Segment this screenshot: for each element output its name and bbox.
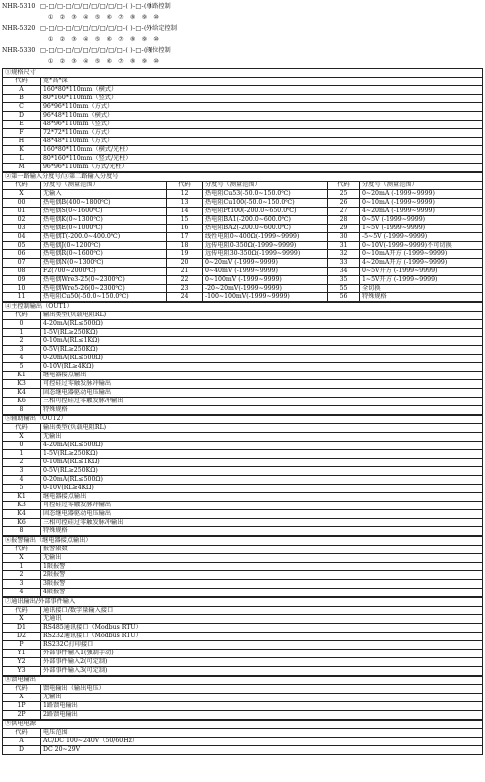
code-cell: D2 xyxy=(3,632,41,641)
code-cell: P xyxy=(3,641,41,650)
value-cell: 2路馈电输出 xyxy=(41,710,483,719)
table-row xyxy=(3,737,483,746)
table-row xyxy=(3,137,483,146)
table-row xyxy=(3,233,483,242)
code-cell: 25 xyxy=(328,190,360,199)
code-cell: 1 xyxy=(3,450,41,459)
value-cell: 热电偶Wre5-26(0~2300℃) xyxy=(41,284,167,293)
value-cell: 外部事件输入1(强制手动) xyxy=(41,649,483,658)
section-title: ⑦通讯输出/外部事件输入 xyxy=(3,598,483,607)
table-row xyxy=(3,207,483,216)
code-cell: 4 xyxy=(3,588,41,597)
column-header: 宽*高*深 xyxy=(41,77,483,86)
table-row xyxy=(3,406,483,415)
code-cell: 1P xyxy=(3,702,41,711)
section-title: ⑤辅助输出（OUT2） xyxy=(3,415,483,424)
value-cell: 热电偶Wre3-25(0~2300℃) xyxy=(41,276,167,285)
value-cell: 48*48*110mm（方式） xyxy=(41,137,483,146)
value-cell: 热电阻Cu50(-50.0~150.0℃) xyxy=(41,293,167,302)
value-cell: 0~5V (-1999~9999) xyxy=(360,216,483,225)
value-cell: 0~20mV (-1999~9999) xyxy=(203,259,328,268)
value-cell: 热电阻Pt100(-200.0~650.0℃) xyxy=(203,207,328,216)
code-cell: C xyxy=(3,103,41,112)
code-cell: B xyxy=(3,94,41,103)
code-cell: 3 xyxy=(3,346,41,355)
value-cell: 4~20mA开方 (-1999~9999) xyxy=(360,259,483,268)
column-header: 分度号（测量范围） xyxy=(360,181,483,190)
code-cell: H xyxy=(3,137,41,146)
model-format: □-□/□-□/□/□/□/□/□/□-( )-□-( ) xyxy=(40,47,152,55)
value-cell: 远传电阻30-350Ω(-1999~9999) xyxy=(203,250,328,259)
code-cell: 15 xyxy=(167,216,203,225)
section-aux-output xyxy=(2,415,483,536)
code-cell: 28 xyxy=(328,216,360,225)
table-row xyxy=(3,554,483,563)
code-cell: K4 xyxy=(3,388,41,397)
table-row xyxy=(3,580,483,589)
value-cell: DC 20~29V xyxy=(41,746,483,755)
section-title: ①规格尺寸 xyxy=(3,69,483,78)
code-cell: 27 xyxy=(328,207,360,216)
code-cell: 2 xyxy=(3,458,41,467)
column-header: 报警限数 xyxy=(41,545,483,554)
position-numbers: ① ② ③ ④ ⑤ ⑥ ⑦ ⑧ ⑨ ⑩ xyxy=(48,36,162,44)
column-header: 代码 xyxy=(3,685,41,694)
column-header: 代码 xyxy=(3,606,41,615)
value-cell: 全切换 xyxy=(360,284,483,293)
value-cell: 热电偶N(0~1300℃) xyxy=(41,259,167,268)
value-cell: 4-20mA(RL≤500Ω) xyxy=(41,441,483,450)
table-row xyxy=(3,86,483,95)
code-cell: 26 xyxy=(328,198,360,207)
code-cell: 02 xyxy=(3,216,41,225)
value-cell: 固态继电器驱动电压输出 xyxy=(41,510,483,519)
code-cell: 2 xyxy=(3,571,41,580)
value-cell: 3限报警 xyxy=(41,580,483,589)
code-cell: 2 xyxy=(3,337,41,346)
model-name: NHR-5330 xyxy=(2,47,36,55)
value-cell: 热电阻Cu53(-50.0~150.0℃) xyxy=(203,190,328,199)
model-name: NHR-5320 xyxy=(2,25,36,33)
table-row xyxy=(3,527,483,536)
table-row xyxy=(3,450,483,459)
value-cell: 96*96*110mm（方式/光柱） xyxy=(41,163,483,172)
code-cell: K4 xyxy=(3,510,41,519)
code-cell: 2P xyxy=(3,710,41,719)
value-cell: 0-10mA(RL≤1KΩ) xyxy=(41,458,483,467)
value-cell: 热电偶S(0~1600℃) xyxy=(41,207,167,216)
model-name: NHR-5310 xyxy=(2,3,36,11)
table-row xyxy=(3,467,483,476)
value-cell: 4限报警 xyxy=(41,588,483,597)
section-alarm-output xyxy=(2,536,483,597)
code-cell: 23 xyxy=(167,284,203,293)
table-row xyxy=(3,458,483,467)
code-cell: K6 xyxy=(3,397,41,406)
code-cell: 35 xyxy=(328,276,360,285)
table-row xyxy=(3,484,483,493)
model-code-line xyxy=(2,2,483,13)
table-row xyxy=(3,493,483,502)
code-cell: D1 xyxy=(3,624,41,633)
table-row xyxy=(3,746,483,755)
column-header: 馈电输出（输出电压） xyxy=(41,685,483,694)
value-cell: 三相可控硅过零触发脉冲输出 xyxy=(41,397,483,406)
value-cell: 无通讯 xyxy=(41,615,483,624)
column-header: 输出类型(负载电阻RL) xyxy=(41,311,483,320)
code-cell: 0 xyxy=(3,320,41,329)
code-cell: A xyxy=(3,737,41,746)
value-cell: 1-5V(RL≥250KΩ) xyxy=(41,450,483,459)
table-row xyxy=(3,588,483,597)
section-title: ②第一路输入分度号/③第二路输入分度号 xyxy=(3,173,483,182)
code-cell: 34 xyxy=(328,267,360,276)
table-row xyxy=(3,475,483,484)
value-cell: 160*80*110mm（横式/光柱） xyxy=(41,146,483,155)
value-cell: 热电偶T(-200.0~400.0℃) xyxy=(41,233,167,242)
value-cell: 80*160*110mm（竖式/光柱） xyxy=(41,154,483,163)
table-row xyxy=(3,328,483,337)
code-cell: 55 xyxy=(328,284,360,293)
code-cell: 17 xyxy=(167,233,203,242)
code-cell: 08 xyxy=(3,267,41,276)
value-cell: 1~5V开方 (-1999~9999) xyxy=(360,276,483,285)
table-row xyxy=(3,432,483,441)
column-header: 代码 xyxy=(3,311,41,320)
code-cell: 5 xyxy=(3,363,41,372)
column-header: 代码 xyxy=(328,181,360,190)
value-cell: 继电器接点输出 xyxy=(41,371,483,380)
value-cell: 72*72*110mm（方式） xyxy=(41,129,483,138)
code-cell: 14 xyxy=(167,207,203,216)
value-cell: 热电阻BA1(-200.0~600.0℃) xyxy=(203,216,328,225)
code-cell: 05 xyxy=(3,241,41,250)
table-row xyxy=(3,111,483,120)
value-cell: 特殊规格 xyxy=(41,406,483,415)
table-row xyxy=(3,163,483,172)
column-header: 分度号（测量范围） xyxy=(203,181,328,190)
value-cell: 热电偶R(0~1600℃) xyxy=(41,250,167,259)
code-cell: D xyxy=(3,111,41,120)
value-cell: 96*48*110mm（横式） xyxy=(41,111,483,120)
section-feed-output xyxy=(2,676,483,720)
value-cell: 外部事件输入2(可定制) xyxy=(41,658,483,667)
code-cell: K3 xyxy=(3,501,41,510)
value-cell: 0-20mA(RL≤500Ω) xyxy=(41,475,483,484)
model-description: 单路控制 xyxy=(146,3,171,11)
code-cell: K xyxy=(3,146,41,155)
code-cell: 56 xyxy=(328,293,360,302)
table-row xyxy=(3,693,483,702)
value-cell: 0~10mA (-1999~9999) xyxy=(360,198,483,207)
value-cell: 固态继电器驱动电压输出 xyxy=(41,388,483,397)
code-cell: 32 xyxy=(328,250,360,259)
value-cell: 热电偶K(0~1300℃) xyxy=(41,216,167,225)
code-cell: 31 xyxy=(328,241,360,250)
table-row xyxy=(3,371,483,380)
column-header: 通讯接口/数字量输入接口 xyxy=(41,606,483,615)
table-row xyxy=(3,666,483,675)
table-row xyxy=(3,632,483,641)
column-header: 电压范围 xyxy=(41,729,483,738)
value-cell: 80*160*110mm（竖式） xyxy=(41,94,483,103)
value-cell: 特殊规格 xyxy=(360,293,483,302)
section-main-output xyxy=(2,302,483,415)
model-code-line xyxy=(2,24,483,35)
code-cell: M xyxy=(3,163,41,172)
table-row xyxy=(3,146,483,155)
value-cell: 三相可控硅过零触发脉冲输出 xyxy=(41,518,483,527)
code-cell: 18 xyxy=(167,241,203,250)
model-code-line xyxy=(2,46,483,57)
code-cell: 3 xyxy=(3,467,41,476)
code-cell: K1 xyxy=(3,493,41,502)
value-cell: 线性电阻0~400Ω(-1999~9999) xyxy=(203,233,328,242)
model-description: 外给定控制 xyxy=(146,25,177,33)
value-cell: 远传电阻0-350Ω(-1999~9999) xyxy=(203,241,328,250)
code-cell: 09 xyxy=(3,276,41,285)
table-row xyxy=(3,250,483,259)
value-cell: 热电阻BA2(-200.0~600.0℃) xyxy=(203,224,328,233)
table-row xyxy=(3,129,483,138)
model-format: □-□/□-□/□/□/□/□/□/□-( )-□-( ) xyxy=(40,3,152,11)
value-cell: 热电偶E(0~1000℃) xyxy=(41,224,167,233)
code-cell: 21 xyxy=(167,267,203,276)
value-cell: 特殊规格 xyxy=(41,527,483,536)
section-input-type xyxy=(2,172,483,302)
column-header: 分度号（测量范围） xyxy=(41,181,167,190)
model-header xyxy=(2,2,483,68)
value-cell: 0-5V(RL≥250KΩ) xyxy=(41,467,483,476)
code-cell: X xyxy=(3,190,41,199)
value-cell: 0~40mV (-1999~9999) xyxy=(203,267,328,276)
table-row xyxy=(3,198,483,207)
code-cell: X xyxy=(3,554,41,563)
section-title: ⑧馈电输出 xyxy=(3,676,483,685)
table-row xyxy=(3,276,483,285)
code-cell: 0 xyxy=(3,441,41,450)
table-row xyxy=(3,441,483,450)
value-cell: 4~20mA (-1999~9999) xyxy=(360,207,483,216)
table-row xyxy=(3,641,483,650)
code-cell: Y1 xyxy=(3,649,41,658)
table-row xyxy=(3,190,483,199)
value-cell: -100~100mV(-1999~9999) xyxy=(203,293,328,302)
table-row xyxy=(3,154,483,163)
value-cell: 96*96*110mm（方式） xyxy=(41,103,483,112)
value-cell: 0-10V(RL≥4KΩ) xyxy=(41,363,483,372)
table-row xyxy=(3,103,483,112)
table-row xyxy=(3,354,483,363)
column-header: 代码 xyxy=(3,77,41,86)
code-cell: 8 xyxy=(3,527,41,536)
table-row xyxy=(3,501,483,510)
value-cell: 0-10V(RL≥4KΩ) xyxy=(41,484,483,493)
value-cell: -20~20mV(-1999~9999) xyxy=(203,284,328,293)
table-row xyxy=(3,397,483,406)
code-cell: 29 xyxy=(328,224,360,233)
value-cell: 0-5V(RL≥250KΩ) xyxy=(41,346,483,355)
table-row xyxy=(3,562,483,571)
column-header: 输出类型(负载电阻RL) xyxy=(41,424,483,433)
code-cell: 11 xyxy=(3,293,41,302)
code-cell: K3 xyxy=(3,380,41,389)
table-row xyxy=(3,363,483,372)
model-format: □-□/□-□/□/□/□/□/□/□-( )-□-( ) xyxy=(40,25,152,33)
value-cell: 热电偶J(0~1200℃) xyxy=(41,241,167,250)
code-cell: 04 xyxy=(3,233,41,242)
code-cell: 12 xyxy=(167,190,203,199)
table-row xyxy=(3,388,483,397)
table-row xyxy=(3,571,483,580)
table-row xyxy=(3,241,483,250)
value-cell: 无输出 xyxy=(41,693,483,702)
code-cell: 19 xyxy=(167,250,203,259)
code-cell: 4 xyxy=(3,475,41,484)
table-row xyxy=(3,284,483,293)
code-cell: 5 xyxy=(3,484,41,493)
value-cell: 热电阻Cu100(-50.0~150.0℃) xyxy=(203,198,328,207)
table-row xyxy=(3,259,483,268)
column-header: 代码 xyxy=(3,729,41,738)
value-cell: 外部事件输入3(可定制) xyxy=(41,666,483,675)
code-cell: L xyxy=(3,154,41,163)
section-title: ④主控制输出（OUT1） xyxy=(3,303,483,312)
value-cell: RS232C打印接口 xyxy=(41,641,483,650)
code-cell: 20 xyxy=(167,259,203,268)
code-cell: A xyxy=(3,86,41,95)
value-cell: 0~5V开方 (-1999~9999) xyxy=(360,267,483,276)
table-row xyxy=(3,710,483,719)
section-title: ⑥报警输出（继电器接点输出） xyxy=(3,537,483,546)
value-cell: 0~20mA (-1999~9999) xyxy=(360,190,483,199)
value-cell: F2(700~2000℃) xyxy=(41,267,167,276)
column-header: 代码 xyxy=(3,545,41,554)
value-cell: -5~5V (-1999~9999) xyxy=(360,233,483,242)
column-header: 代码 xyxy=(167,181,203,190)
table-row xyxy=(3,510,483,519)
value-cell: 可控硅过零触发脉冲输出 xyxy=(41,501,483,510)
value-cell: 无输出 xyxy=(41,432,483,441)
value-cell: 0~100mV (-1999~9999) xyxy=(203,276,328,285)
value-cell: 1路馈电输出 xyxy=(41,702,483,711)
table-row xyxy=(3,224,483,233)
value-cell: 2限报警 xyxy=(41,571,483,580)
value-cell: 48*96*110mm（竖式） xyxy=(41,120,483,129)
code-cell: K1 xyxy=(3,371,41,380)
table-row xyxy=(3,337,483,346)
code-cell: 03 xyxy=(3,224,41,233)
section-communication xyxy=(2,597,483,675)
code-cell: 01 xyxy=(3,207,41,216)
code-cell: 1 xyxy=(3,328,41,337)
code-cell: Y3 xyxy=(3,666,41,675)
table-row xyxy=(3,320,483,329)
code-cell: 1 xyxy=(3,562,41,571)
position-numbers: ① ② ③ ④ ⑤ ⑥ ⑦ ⑧ ⑨ ⑩ xyxy=(48,58,162,66)
value-cell: 4-20mA(RL≤500Ω) xyxy=(41,320,483,329)
code-cell: 13 xyxy=(167,198,203,207)
section-title: ⑨供电电源 xyxy=(3,720,483,729)
value-cell: 0~10mA开方 (-1999~9999) xyxy=(360,250,483,259)
code-cell: 8 xyxy=(3,406,41,415)
code-cell: 3 xyxy=(3,580,41,589)
value-cell: RS485通讯接口（Modbus RTU） xyxy=(41,624,483,633)
table-row xyxy=(3,346,483,355)
value-cell: 1~5V (-1999~9999) xyxy=(360,224,483,233)
value-cell: 可控硅过零触发脉冲输出 xyxy=(41,380,483,389)
code-cell: 06 xyxy=(3,250,41,259)
table-row xyxy=(3,649,483,658)
code-cell: K6 xyxy=(3,518,41,527)
table-row xyxy=(3,702,483,711)
code-cell: 07 xyxy=(3,259,41,268)
code-cell: 30 xyxy=(328,233,360,242)
value-cell: 热电偶B(400~1800℃) xyxy=(41,198,167,207)
code-cell: 10 xyxy=(3,284,41,293)
table-row xyxy=(3,94,483,103)
code-cell: E xyxy=(3,120,41,129)
value-cell: RS232通讯接口（Modbus RTU） xyxy=(41,632,483,641)
section-spec-size xyxy=(2,68,483,172)
position-numbers: ① ② ③ ④ ⑤ ⑥ ⑦ ⑧ ⑨ ⑩ xyxy=(48,14,162,22)
value-cell: 0-20mA(RL≤500Ω) xyxy=(41,354,483,363)
code-cell: 4 xyxy=(3,354,41,363)
value-cell: 无输入 xyxy=(41,190,167,199)
table-row xyxy=(3,293,483,302)
code-cell: D xyxy=(3,746,41,755)
code-cell: F xyxy=(3,129,41,138)
value-cell: 继电器接点输出 xyxy=(41,493,483,502)
section-power-supply xyxy=(2,720,483,755)
code-cell: 00 xyxy=(3,198,41,207)
value-cell: 160*80*110mm（横式） xyxy=(41,86,483,95)
value-cell: 0~10V(-1999~9999)不可切换 xyxy=(360,241,483,250)
value-cell: 无输出 xyxy=(41,554,483,563)
value-cell: AC/DC 100~240V（50/60Hz） xyxy=(41,737,483,746)
code-cell: 16 xyxy=(167,224,203,233)
table-row xyxy=(3,380,483,389)
table-row xyxy=(3,216,483,225)
table-row xyxy=(3,615,483,624)
column-header: 代码 xyxy=(3,181,41,190)
code-cell: Y2 xyxy=(3,658,41,667)
table-row xyxy=(3,120,483,129)
column-header: 代码 xyxy=(3,424,41,433)
code-cell: 22 xyxy=(167,276,203,285)
spec-document xyxy=(2,2,483,755)
value-cell: 1限报警 xyxy=(41,562,483,571)
table-row xyxy=(3,518,483,527)
table-row xyxy=(3,658,483,667)
code-cell: X xyxy=(3,432,41,441)
table-row xyxy=(3,267,483,276)
code-cell: X xyxy=(3,615,41,624)
value-cell: 1-5V(RL≥250KΩ) xyxy=(41,328,483,337)
code-cell: 24 xyxy=(167,293,203,302)
code-cell: 33 xyxy=(328,259,360,268)
value-cell: 0-10mA(RL≤1KΩ) xyxy=(41,337,483,346)
model-description: 阀位控制 xyxy=(146,47,171,55)
code-cell: X xyxy=(3,693,41,702)
table-row xyxy=(3,624,483,633)
